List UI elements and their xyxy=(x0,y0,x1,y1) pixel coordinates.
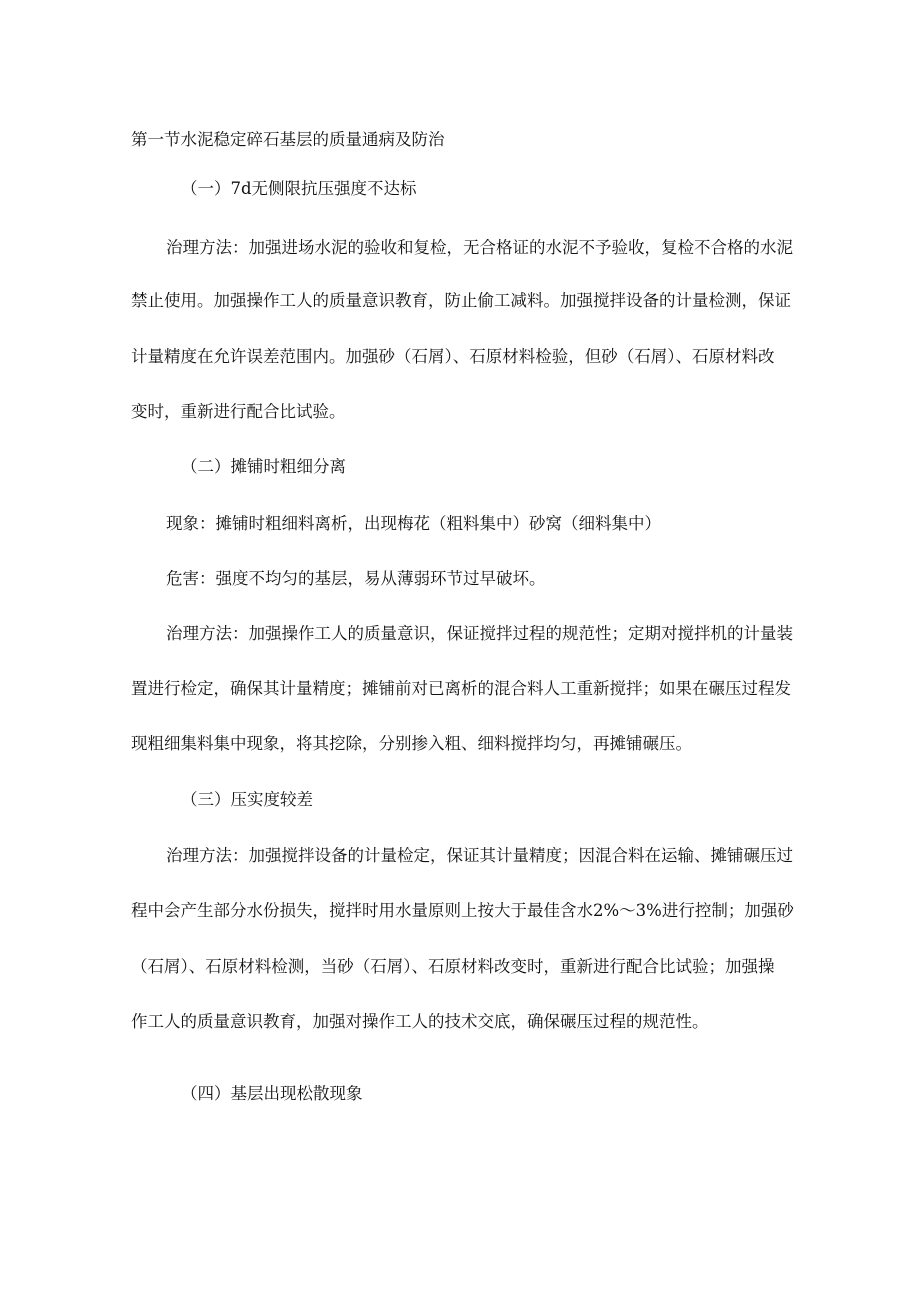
document-title: 第一节水泥稳定碎石基层的质量通病及防治 xyxy=(131,130,445,149)
section-3-method-line-3: （石屑）、石原材料检测，当砂（石屑）、石原材料改变时，重新进行配合比试验；加强操 xyxy=(131,957,775,976)
hazard-text: 危害：强度不均匀的基层，易从薄弱环节过早破坏。 xyxy=(166,569,546,588)
section-2-method-line-3: 现粗细集料集中现象，将其挖除，分别掺入粗、细料搅拌均匀，再摊铺碾压。 xyxy=(131,734,692,753)
section-3-method-line-1: 治理方法：加强搅拌设备的计量检定，保证其计量精度；因混合料在运输、摊铺碾压过 xyxy=(166,846,793,865)
section-2-method-line-2: 置进行检定，确保其计量精度；摊铺前对已离析的混合料人工重新搅拌；如果在碾压过程发 xyxy=(131,679,791,698)
section-heading-3: （三）压实度较差 xyxy=(181,790,313,809)
section-heading-4: （四）基层出现松散现象 xyxy=(181,1084,363,1103)
section-3-method-line-4: 作工人的质量意识教育，加强对操作工人的技术交底，确保碾压过程的规范性。 xyxy=(131,1012,709,1031)
section-heading-2: （二）摊铺时粗细分离 xyxy=(181,457,346,476)
section-3-method-line-2: 程中会产生部分水份损失，搅拌时用水量原则上按大于最佳含水2%～3%进行控制；加强砂 xyxy=(131,901,794,920)
phenomenon-text: 现象：摊铺时粗细料离析，出现梅花（粗料集中）砂窝（细料集中） xyxy=(166,514,661,533)
section-1-paragraph-line-2: 禁止使用。加强操作工人的质量意识教育，防止偷工减料。加强搅拌设备的计量检测，保证 xyxy=(131,291,791,310)
section-1-paragraph-line-3: 计量精度在允许误差范围内。加强砂（石屑）、石原材料检验，但砂（石屑）、石原材料改 xyxy=(131,347,775,366)
section-heading-1: （一）7d无侧限抗压强度不达标 xyxy=(181,179,417,198)
section-1-paragraph-line-1: 治理方法：加强进场水泥的验收和复检，无合格证的水泥不予验收，复检不合格的水泥 xyxy=(166,238,793,257)
section-2-method-line-1: 治理方法：加强操作工人的质量意识，保证搅拌过程的规范性；定期对搅拌机的计量装 xyxy=(166,624,793,643)
section-1-paragraph-line-4: 变时，重新进行配合比试验。 xyxy=(131,402,346,421)
